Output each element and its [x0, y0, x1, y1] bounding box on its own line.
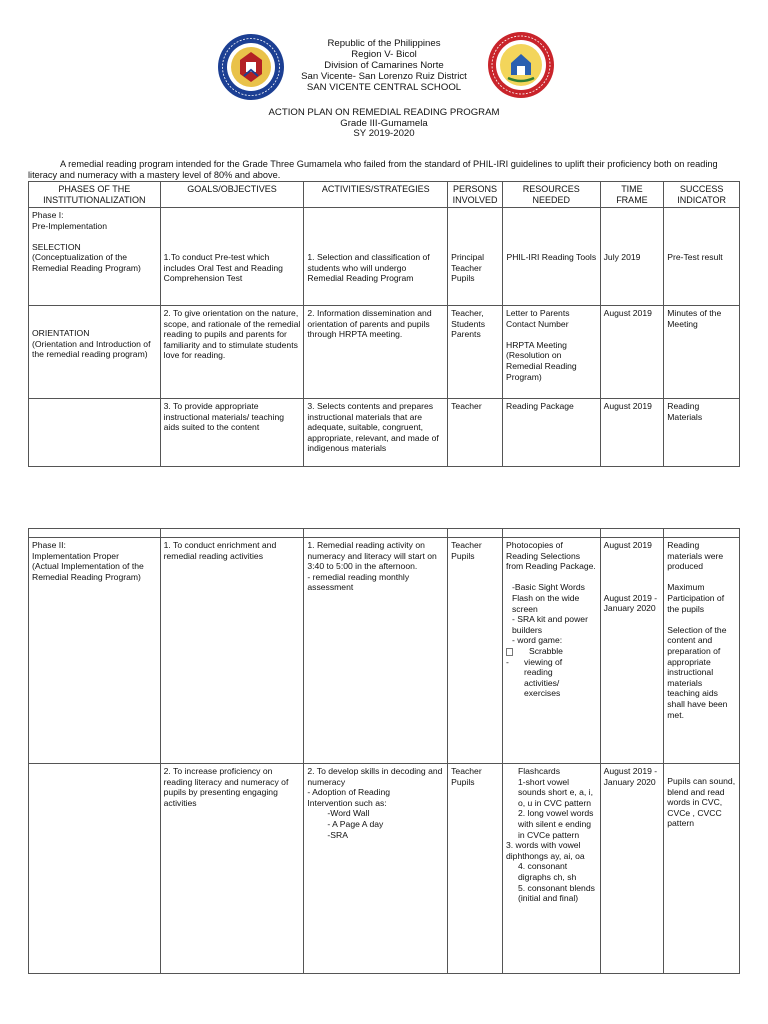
title-line: SY 2019-2020	[353, 128, 415, 139]
success-cell	[664, 538, 740, 764]
selection-desc: (Conceptualization of the Remedial Reading Program)	[32, 252, 141, 273]
activity-cell	[304, 399, 448, 467]
resources-cell	[502, 208, 600, 306]
column-header-activities: ACTIVITIES/STRATEGIES	[304, 182, 448, 208]
phase-desc: (Actual Implementation of the Remedial Reading Program)	[32, 561, 144, 582]
persons-cell	[448, 208, 503, 306]
resource-text: 4. consonant digraphs ch, sh	[517, 861, 577, 882]
header-text: PHASES OF THE	[58, 184, 131, 194]
time-text: August 2019	[603, 540, 652, 550]
resource-text: 3. words with vowel diphthongs ay, ai, oa	[505, 840, 585, 861]
resource-text: viewing of reading activities/ exercises	[523, 656, 563, 699]
action-plan-table-phase-1	[28, 181, 740, 467]
header-text: INSTITUTIONALIZATION	[43, 194, 146, 205]
orientation-title: ORIENTATION	[32, 328, 90, 338]
school-header	[0, 38, 768, 93]
phase-cell	[29, 399, 161, 467]
time-text: August 2019 -January 2020	[603, 766, 658, 787]
success-cell	[664, 306, 740, 399]
person: Teacher	[451, 766, 482, 776]
empty-cell	[29, 529, 161, 538]
resource-text: Letter to Parents	[505, 308, 570, 318]
title-line: Grade III-Gumamela	[340, 117, 428, 129]
person: Teacher	[451, 540, 482, 550]
phase-cell	[29, 764, 161, 974]
goal-cell	[160, 764, 304, 974]
resources-cell	[502, 306, 600, 399]
resource-viewing-item	[506, 657, 597, 699]
time-text: August 2019	[603, 401, 652, 411]
phase-name: Pre-Implementation	[32, 220, 107, 231]
goal-text: 2. To give orientation on the nature, scope, and rationale of the remedial reading to pupils and parents for familiarity and to stimulate students love for reading.	[163, 308, 301, 361]
column-header-phases	[29, 182, 161, 208]
activity-text: Intervention such as:	[307, 797, 387, 808]
success-cell	[664, 399, 740, 467]
activity-item: -SRA	[327, 829, 348, 840]
person: Teacher,	[451, 308, 484, 318]
empty-cell	[448, 529, 503, 538]
header-text: INDICATOR	[677, 194, 726, 205]
success-text: Pupils can sound, blend and read words in CVC, CVCe , CVCC pattern	[667, 776, 736, 829]
goal-text: 2. To increase proficiency on reading literacy and numeracy of pupils by presenting engaging activities	[163, 766, 289, 808]
resource-text: Flashcards	[517, 766, 561, 776]
goal-cell	[160, 399, 304, 467]
empty-cell	[600, 529, 664, 538]
time-cell	[600, 399, 664, 467]
persons-cell	[448, 306, 503, 399]
person: Pupils	[451, 776, 475, 787]
header-line: San Vicente- San Lorenzo Ruiz District	[301, 71, 467, 82]
header-text: FRAME	[616, 194, 648, 205]
activity-text: 2. Information dissemination and orientation of parents and pupils through HRPTA meeting.	[307, 308, 432, 340]
time-text: August 2019	[603, 308, 652, 318]
table-row	[29, 399, 740, 467]
resource-text: 5. consonant blends (initial and final)	[517, 882, 595, 904]
person: Teacher	[451, 262, 482, 273]
column-header-success	[664, 182, 740, 208]
goal-text: 1. To conduct enrichment and remedial reading activities	[163, 540, 277, 561]
resource-text: HRPTA Meeting (Resolution on Remedial Reading Program)	[505, 339, 577, 382]
success-text: Reading Materials	[667, 401, 703, 422]
empty-cell	[304, 529, 448, 538]
activity-text: 1. Remedial reading activity on numeracy and literacy will start on 3:40 to 5:00 in the afternoon.	[307, 540, 437, 572]
person: Pupils	[451, 550, 475, 561]
resources-cell	[502, 538, 600, 764]
activity-text: 1. Selection and classification of students who will undergo Remedial Reading Program	[307, 252, 430, 284]
table-row	[29, 538, 740, 764]
empty-cell	[502, 529, 600, 538]
column-header-time	[600, 182, 664, 208]
time-cell	[600, 208, 664, 306]
column-header-persons	[448, 182, 503, 208]
persons-cell	[448, 764, 503, 974]
success-text: Minutes of the Meeting	[667, 308, 722, 329]
activity-text: 2. To develop skills in decoding and numeracy	[307, 766, 443, 787]
person: Principal	[451, 252, 485, 262]
empty-cell	[664, 529, 740, 538]
intro-paragraph: A remedial reading program intended for the Grade Three Gumamela who failed from the standard of PHIL-IRI guidelines to uplift their proficiency both on reading literacy and numeracy with a mastery level of 80% and above.	[28, 159, 718, 181]
activity-cell	[304, 208, 448, 306]
time-text: August 2019 -January 2020	[603, 592, 658, 614]
success-text: Pre-Test result	[667, 252, 723, 262]
resource-text: PHIL-IRI Reading Tools	[506, 252, 597, 262]
activity-text: - remedial reading monthly assessment	[307, 571, 410, 593]
time-cell	[600, 538, 664, 764]
activity-item: -Word Wall	[327, 808, 370, 819]
orientation-desc: (Orientation and Introduction of the remedial reading program)	[32, 338, 151, 360]
goal-text: 3. To provide appropriate instructional materials/ teaching aids suited to the content	[163, 401, 285, 433]
table-row	[29, 306, 740, 399]
column-header-resources	[502, 182, 600, 208]
resource-text: 2. long vowel words with silent e ending in CVCe pattern	[517, 808, 594, 840]
table-row	[29, 764, 740, 974]
time-cell	[600, 306, 664, 399]
time-text: July 2019	[603, 252, 641, 262]
phase-label: Phase I:	[32, 210, 64, 220]
goal-cell	[160, 538, 304, 764]
table-header-row-empty	[29, 529, 740, 538]
header-line: Republic of the Philippines	[327, 38, 441, 49]
table-row	[29, 208, 740, 306]
resources-cell	[502, 399, 600, 467]
resource-text: Scrabble	[528, 645, 563, 656]
success-text: Maximum Participation of the pupils	[667, 582, 725, 614]
resource-scrabble-item	[506, 646, 597, 657]
header-line: Division of Camarines Norte	[324, 60, 444, 71]
resources-cell	[502, 764, 600, 974]
header-text: TIME	[621, 184, 643, 194]
goal-cell	[160, 208, 304, 306]
document-title	[0, 108, 768, 140]
resource-text: Photocopies of Reading Selections from Reading Package.	[505, 540, 596, 572]
activity-cell	[304, 306, 448, 399]
activity-text: - Adoption of Reading	[307, 787, 391, 798]
person: Parents	[451, 329, 481, 340]
activity-item: - A Page A day	[327, 818, 384, 829]
title-line: ACTION PLAN ON REMEDIAL READING PROGRAM	[268, 107, 500, 118]
header-text: SUCCESS	[679, 184, 724, 194]
phase-name: Implementation Proper	[32, 550, 119, 561]
checkbox-square-icon	[506, 648, 513, 656]
time-cell	[600, 764, 664, 974]
header-text: NEEDED	[532, 194, 571, 205]
header-line: Region V- Bicol	[351, 49, 417, 60]
activity-cell	[304, 538, 448, 764]
header-text: RESOURCES	[522, 184, 580, 194]
goal-text: 1.To conduct Pre-test which includes Oral Test and Reading Comprehension Test	[163, 252, 283, 284]
resource-text: 1-short vowel sounds short e, a, i, o, u in CVC pattern	[517, 776, 593, 808]
phase-label: Phase II:	[32, 540, 66, 550]
person: Teacher	[451, 401, 482, 411]
activity-cell	[304, 764, 448, 974]
header-text: PERSONS	[453, 184, 498, 194]
success-text: Reading materials were produced	[667, 540, 724, 572]
resource-text: Contact Number	[505, 318, 569, 329]
persons-cell	[448, 399, 503, 467]
column-header-goals: GOALS/OBJECTIVES	[160, 182, 304, 208]
phase-cell	[29, 208, 161, 306]
success-cell	[664, 764, 740, 974]
header-text: INVOLVED	[452, 194, 498, 205]
phase-cell	[29, 306, 161, 399]
resource-text: - word game:	[511, 635, 563, 646]
persons-cell	[448, 538, 503, 764]
success-cell	[664, 208, 740, 306]
action-plan-table-phase-2	[28, 528, 740, 974]
dash-mark: -	[505, 656, 509, 667]
person: Students	[451, 318, 486, 329]
phase-cell	[29, 538, 161, 764]
goal-cell	[160, 306, 304, 399]
empty-cell	[160, 529, 304, 538]
person: Pupils	[451, 273, 475, 284]
table-header-row	[29, 182, 740, 208]
resource-text: Reading Package	[505, 401, 574, 411]
selection-title: SELECTION	[32, 241, 81, 252]
resource-text: - SRA kit and power builders	[511, 614, 588, 635]
header-line: SAN VICENTE CENTRAL SCHOOL	[306, 82, 462, 93]
activity-text: 3. Selects contents and prepares instructional materials that are adequate, suitable, congruent, appropriate, relevant, and made of indigenous materials	[307, 401, 439, 454]
resource-text: -Basic Sight Words Flash on the wide screen	[511, 582, 585, 614]
success-text: Selection of the content and preparation of appropriate instructional materials teaching aids shall have been met.	[667, 624, 728, 720]
